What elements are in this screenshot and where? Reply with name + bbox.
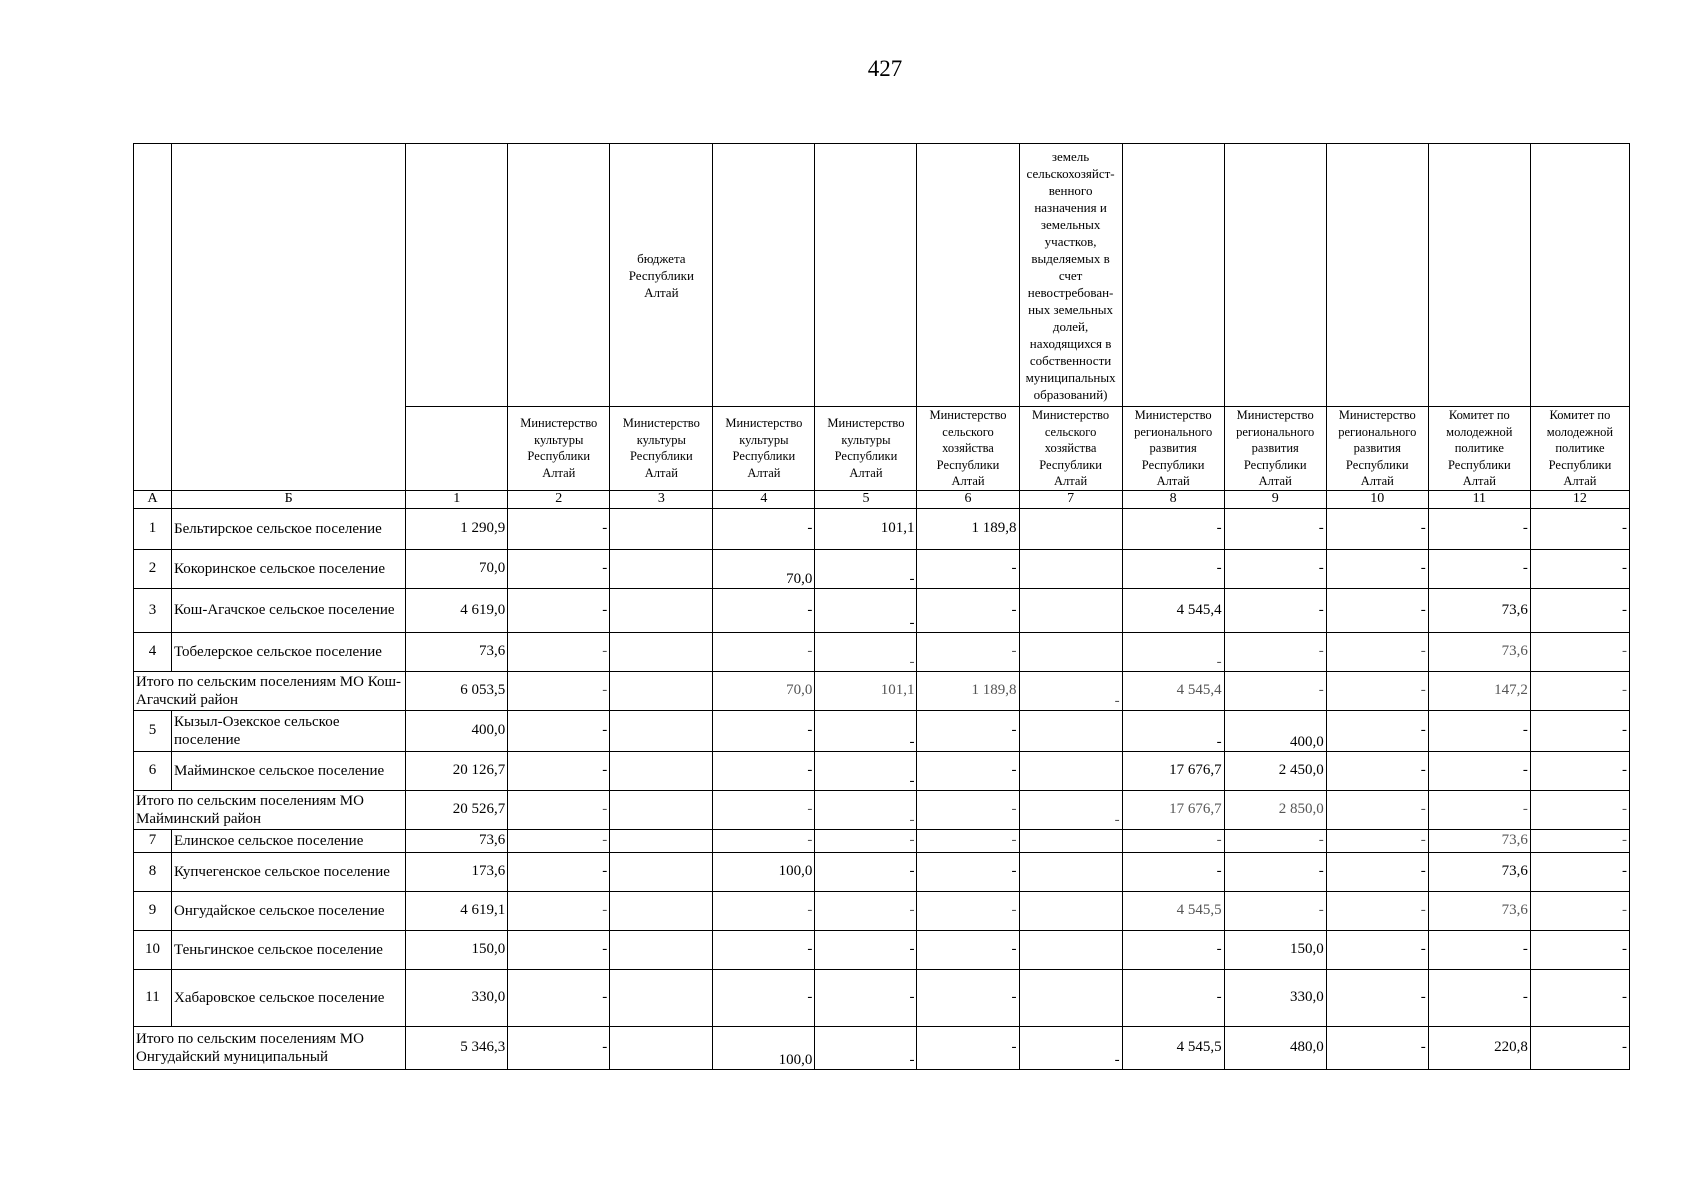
table-row <box>134 891 1630 930</box>
value-cell: - <box>508 632 610 671</box>
index-cell: Б <box>172 490 406 508</box>
value-cell: - <box>917 549 1019 588</box>
header-cell-c10 <box>1326 144 1428 407</box>
value-cell: - <box>713 751 815 790</box>
value-cell: - <box>1326 969 1428 1026</box>
value-cell <box>1019 852 1122 891</box>
table-row <box>134 751 1630 790</box>
total-label: Итого по сельским поселениям МО Майминский район <box>134 790 406 829</box>
value-cell: - <box>508 790 610 829</box>
ministry-cell: Министерство культуры Республики Алтай <box>713 407 815 491</box>
value-cell: - <box>815 891 917 930</box>
value-cell: - <box>1530 508 1629 549</box>
settlement-name: Бельтирское сельское поселение <box>172 508 406 549</box>
settlement-name: Онгудайское сельское поселение <box>172 891 406 930</box>
header-cell-c5 <box>815 144 917 407</box>
value-cell: - <box>1122 549 1224 588</box>
value-cell: 400,0 <box>1224 710 1326 751</box>
value-cell: - <box>917 891 1019 930</box>
ministry-cell: Министерство культуры Республики Алтай <box>508 407 610 491</box>
value-cell <box>610 891 713 930</box>
value-cell-total: 5 346,3 <box>406 1026 508 1069</box>
value-cell: - <box>508 751 610 790</box>
total-label: Итого по сельским поселениям МО Онгудайский муниципальный <box>134 1026 406 1069</box>
table-row <box>134 549 1630 588</box>
value-cell: - <box>713 710 815 751</box>
value-cell: - <box>1122 829 1224 852</box>
value-cell: - <box>815 710 917 751</box>
value-cell <box>610 1026 713 1069</box>
value-cell <box>610 829 713 852</box>
value-cell: - <box>1326 710 1428 751</box>
value-cell: - <box>1326 829 1428 852</box>
value-cell: - <box>1019 671 1122 710</box>
value-cell: 2 850,0 <box>1224 790 1326 829</box>
value-cell: 2 450,0 <box>1224 751 1326 790</box>
value-cell: 70,0 <box>713 671 815 710</box>
table-row <box>134 632 1630 671</box>
value-cell: - <box>1224 829 1326 852</box>
value-cell: - <box>1530 671 1629 710</box>
value-cell <box>1019 549 1122 588</box>
value-cell: 1 189,8 <box>917 671 1019 710</box>
value-cell: - <box>917 1026 1019 1069</box>
value-cell: - <box>1530 790 1629 829</box>
value-cell: - <box>508 671 610 710</box>
budget-table <box>133 143 1630 1070</box>
value-cell-total: 330,0 <box>406 969 508 1026</box>
table-row-total <box>134 1026 1630 1069</box>
settlement-name: Майминское сельское поселение <box>172 751 406 790</box>
value-cell: 70,0 <box>713 549 815 588</box>
value-cell-total: 70,0 <box>406 549 508 588</box>
total-label: Итого по сельским поселениям МО Кош-Агачский район <box>134 671 406 710</box>
value-cell: - <box>1428 969 1530 1026</box>
header-cell-c2 <box>508 144 610 407</box>
value-cell-total: 173,6 <box>406 852 508 891</box>
value-cell: - <box>1530 549 1629 588</box>
value-cell: - <box>508 1026 610 1069</box>
value-cell <box>1019 508 1122 549</box>
value-cell: - <box>508 508 610 549</box>
value-cell: - <box>713 588 815 632</box>
value-cell: - <box>713 790 815 829</box>
row-number: 11 <box>134 969 172 1026</box>
row-number: 2 <box>134 549 172 588</box>
value-cell <box>610 508 713 549</box>
value-cell: - <box>917 829 1019 852</box>
table-row <box>134 852 1630 891</box>
value-cell <box>1019 969 1122 1026</box>
value-cell-total: 400,0 <box>406 710 508 751</box>
settlement-name: Теньгинское сельское поселение <box>172 930 406 969</box>
value-cell: - <box>508 930 610 969</box>
value-cell: 73,6 <box>1428 588 1530 632</box>
index-cell: 5 <box>815 490 917 508</box>
value-cell: 100,0 <box>713 852 815 891</box>
index-cell: 4 <box>713 490 815 508</box>
value-cell: - <box>1122 710 1224 751</box>
table-row <box>134 969 1630 1026</box>
value-cell <box>1019 829 1122 852</box>
value-cell: - <box>508 549 610 588</box>
row-number: 6 <box>134 751 172 790</box>
value-cell: - <box>1019 790 1122 829</box>
header-cell-c7: земель сельскохозяйст-венного назначения и земельных участков, выделяемых в счет невостребован-ных земельных долей, находящихся в собственности муниципальных образований) <box>1019 144 1122 407</box>
value-cell: - <box>815 1026 917 1069</box>
value-cell: - <box>815 549 917 588</box>
value-cell: - <box>1326 930 1428 969</box>
settlement-name: Елинское сельское поселение <box>172 829 406 852</box>
value-cell: - <box>1122 508 1224 549</box>
value-cell: - <box>1019 1026 1122 1069</box>
value-cell: - <box>713 829 815 852</box>
settlement-name: Тобелерское сельское поселение <box>172 632 406 671</box>
value-cell: - <box>1530 1026 1629 1069</box>
value-cell: - <box>1224 508 1326 549</box>
value-cell: 17 676,7 <box>1122 751 1224 790</box>
page-number: 427 <box>867 56 903 81</box>
header-cell-name <box>172 144 406 491</box>
value-cell: - <box>1224 671 1326 710</box>
value-cell: - <box>815 829 917 852</box>
value-cell: - <box>1428 751 1530 790</box>
value-cell: - <box>1224 852 1326 891</box>
index-cell: 9 <box>1224 490 1326 508</box>
value-cell: - <box>1224 891 1326 930</box>
value-cell: - <box>815 751 917 790</box>
value-cell-total: 4 619,1 <box>406 891 508 930</box>
value-cell: - <box>1224 632 1326 671</box>
index-cell: 11 <box>1428 490 1530 508</box>
header-cell-c11 <box>1428 144 1530 407</box>
row-number: 3 <box>134 588 172 632</box>
value-cell: - <box>508 852 610 891</box>
value-cell: - <box>1530 588 1629 632</box>
value-cell: - <box>1530 710 1629 751</box>
ministry-cell: Министерство регионального развития Республики Алтай <box>1326 407 1428 491</box>
settlement-name: Кош-Агачское сельское поселение <box>172 588 406 632</box>
table-row <box>134 508 1630 549</box>
value-cell <box>610 852 713 891</box>
value-cell <box>1019 588 1122 632</box>
header-cell-total <box>406 144 508 407</box>
value-cell: 17 676,7 <box>1122 790 1224 829</box>
table-row-total <box>134 671 1630 710</box>
value-cell: - <box>713 632 815 671</box>
value-cell: - <box>508 710 610 751</box>
value-cell: - <box>508 891 610 930</box>
header-cell-c6 <box>917 144 1019 407</box>
row-number: 5 <box>134 710 172 751</box>
value-cell: - <box>1530 891 1629 930</box>
value-cell: - <box>917 632 1019 671</box>
value-cell: - <box>815 632 917 671</box>
ministry-cell: Министерство культуры Республики Алтай <box>610 407 713 491</box>
settlement-name: Купчегенское сельское поселение <box>172 852 406 891</box>
row-number: 4 <box>134 632 172 671</box>
value-cell: 150,0 <box>1224 930 1326 969</box>
value-cell: - <box>1326 852 1428 891</box>
index-cell: 10 <box>1326 490 1428 508</box>
value-cell: 4 545,5 <box>1122 891 1224 930</box>
ministry-cell-total <box>406 407 508 491</box>
value-cell: - <box>1326 790 1428 829</box>
value-cell: - <box>917 751 1019 790</box>
ministry-cell: Министерство регионального развития Республики Алтай <box>1224 407 1326 491</box>
value-cell: 4 545,4 <box>1122 671 1224 710</box>
value-cell: 101,1 <box>815 508 917 549</box>
value-cell <box>1019 891 1122 930</box>
value-cell: - <box>1428 549 1530 588</box>
value-cell-total: 20 126,7 <box>406 751 508 790</box>
value-cell: - <box>508 969 610 1026</box>
value-cell: - <box>1122 969 1224 1026</box>
settlement-name: Кызыл-Озекское сельское поселение <box>172 710 406 751</box>
value-cell <box>610 751 713 790</box>
table-row-total <box>134 790 1630 829</box>
header-cell-c12 <box>1530 144 1629 407</box>
value-cell: 73,6 <box>1428 829 1530 852</box>
value-cell: - <box>1530 632 1629 671</box>
header-cell-c4 <box>713 144 815 407</box>
ministry-cell: Комитет по молодежной политике Республики Алтай <box>1428 407 1530 491</box>
value-cell: - <box>1122 930 1224 969</box>
value-cell: 73,6 <box>1428 891 1530 930</box>
value-cell-total: 6 053,5 <box>406 671 508 710</box>
ministry-cell: Министерство культуры Республики Алтай <box>815 407 917 491</box>
table-row <box>134 588 1630 632</box>
value-cell: - <box>1428 710 1530 751</box>
settlement-name: Хабаровское сельское поселение <box>172 969 406 1026</box>
value-cell: - <box>1326 632 1428 671</box>
header-cell-c3: бюджета Республики Алтай <box>610 144 713 407</box>
table-row <box>134 829 1630 852</box>
row-number: 7 <box>134 829 172 852</box>
value-cell: 73,6 <box>1428 852 1530 891</box>
ministry-cell: Министерство сельского хозяйства Республики Алтай <box>1019 407 1122 491</box>
value-cell: - <box>713 969 815 1026</box>
ministry-cell: Министерство сельского хозяйства Республики Алтай <box>917 407 1019 491</box>
value-cell: 220,8 <box>1428 1026 1530 1069</box>
row-number: 10 <box>134 930 172 969</box>
value-cell: - <box>1224 588 1326 632</box>
value-cell: - <box>1428 508 1530 549</box>
value-cell: - <box>1530 930 1629 969</box>
value-cell <box>610 632 713 671</box>
value-cell: - <box>1530 969 1629 1026</box>
value-cell: - <box>1224 549 1326 588</box>
value-cell: - <box>917 588 1019 632</box>
value-cell: 4 545,4 <box>1122 588 1224 632</box>
value-cell: - <box>1326 891 1428 930</box>
value-cell: - <box>1122 852 1224 891</box>
value-cell: 100,0 <box>713 1026 815 1069</box>
value-cell: - <box>713 930 815 969</box>
value-cell: 1 189,8 <box>917 508 1019 549</box>
value-cell: - <box>1326 1026 1428 1069</box>
value-cell-total: 73,6 <box>406 829 508 852</box>
index-cell: 7 <box>1019 490 1122 508</box>
value-cell: - <box>917 969 1019 1026</box>
header-cell-c8 <box>1122 144 1224 407</box>
value-cell <box>610 969 713 1026</box>
value-cell: - <box>1326 549 1428 588</box>
value-cell: - <box>815 969 917 1026</box>
table-row <box>134 710 1630 751</box>
value-cell: 330,0 <box>1224 969 1326 1026</box>
value-cell-total: 73,6 <box>406 632 508 671</box>
value-cell: - <box>815 930 917 969</box>
index-cell: А <box>134 490 172 508</box>
value-cell <box>610 930 713 969</box>
value-cell: 480,0 <box>1224 1026 1326 1069</box>
index-cell: 8 <box>1122 490 1224 508</box>
value-cell: - <box>917 930 1019 969</box>
value-cell: - <box>1326 508 1428 549</box>
value-cell: - <box>713 508 815 549</box>
value-cell: - <box>917 790 1019 829</box>
value-cell-total: 20 526,7 <box>406 790 508 829</box>
index-cell: 12 <box>1530 490 1629 508</box>
value-cell-total: 4 619,0 <box>406 588 508 632</box>
row-number: 1 <box>134 508 172 549</box>
value-cell <box>610 790 713 829</box>
value-cell: - <box>917 710 1019 751</box>
value-cell <box>610 549 713 588</box>
value-cell <box>1019 930 1122 969</box>
settlement-name: Кокоринское сельское поселение <box>172 549 406 588</box>
value-cell: - <box>815 790 917 829</box>
header-row-index <box>134 490 1630 508</box>
value-cell: - <box>508 588 610 632</box>
ministry-cell: Министерство регионального развития Республики Алтай <box>1122 407 1224 491</box>
index-cell: 6 <box>917 490 1019 508</box>
index-cell: 2 <box>508 490 610 508</box>
value-cell <box>1019 632 1122 671</box>
value-cell: 101,1 <box>815 671 917 710</box>
value-cell: - <box>1326 588 1428 632</box>
value-cell: - <box>1530 852 1629 891</box>
value-cell: - <box>1428 790 1530 829</box>
value-cell: - <box>815 852 917 891</box>
value-cell: - <box>713 891 815 930</box>
value-cell <box>1019 710 1122 751</box>
value-cell-total: 1 290,9 <box>406 508 508 549</box>
header-cell-c9 <box>1224 144 1326 407</box>
table-row <box>134 930 1630 969</box>
header-row-top <box>134 144 1630 407</box>
value-cell: - <box>1530 829 1629 852</box>
ministry-cell: Комитет по молодежной политике Республики Алтай <box>1530 407 1629 491</box>
value-cell <box>610 671 713 710</box>
table-body <box>134 508 1630 1069</box>
value-cell: 147,2 <box>1428 671 1530 710</box>
value-cell: - <box>1326 751 1428 790</box>
row-number: 9 <box>134 891 172 930</box>
value-cell-total: 150,0 <box>406 930 508 969</box>
value-cell: - <box>917 852 1019 891</box>
value-cell: - <box>1530 751 1629 790</box>
value-cell: - <box>1326 671 1428 710</box>
index-cell: 1 <box>406 490 508 508</box>
value-cell: - <box>1428 930 1530 969</box>
header-cell-num <box>134 144 172 491</box>
value-cell <box>1019 751 1122 790</box>
value-cell: - <box>1122 632 1224 671</box>
index-cell: 3 <box>610 490 713 508</box>
value-cell <box>610 710 713 751</box>
row-number: 8 <box>134 852 172 891</box>
value-cell <box>610 588 713 632</box>
value-cell: 4 545,5 <box>1122 1026 1224 1069</box>
value-cell: - <box>508 829 610 852</box>
value-cell: - <box>815 588 917 632</box>
value-cell: 73,6 <box>1428 632 1530 671</box>
